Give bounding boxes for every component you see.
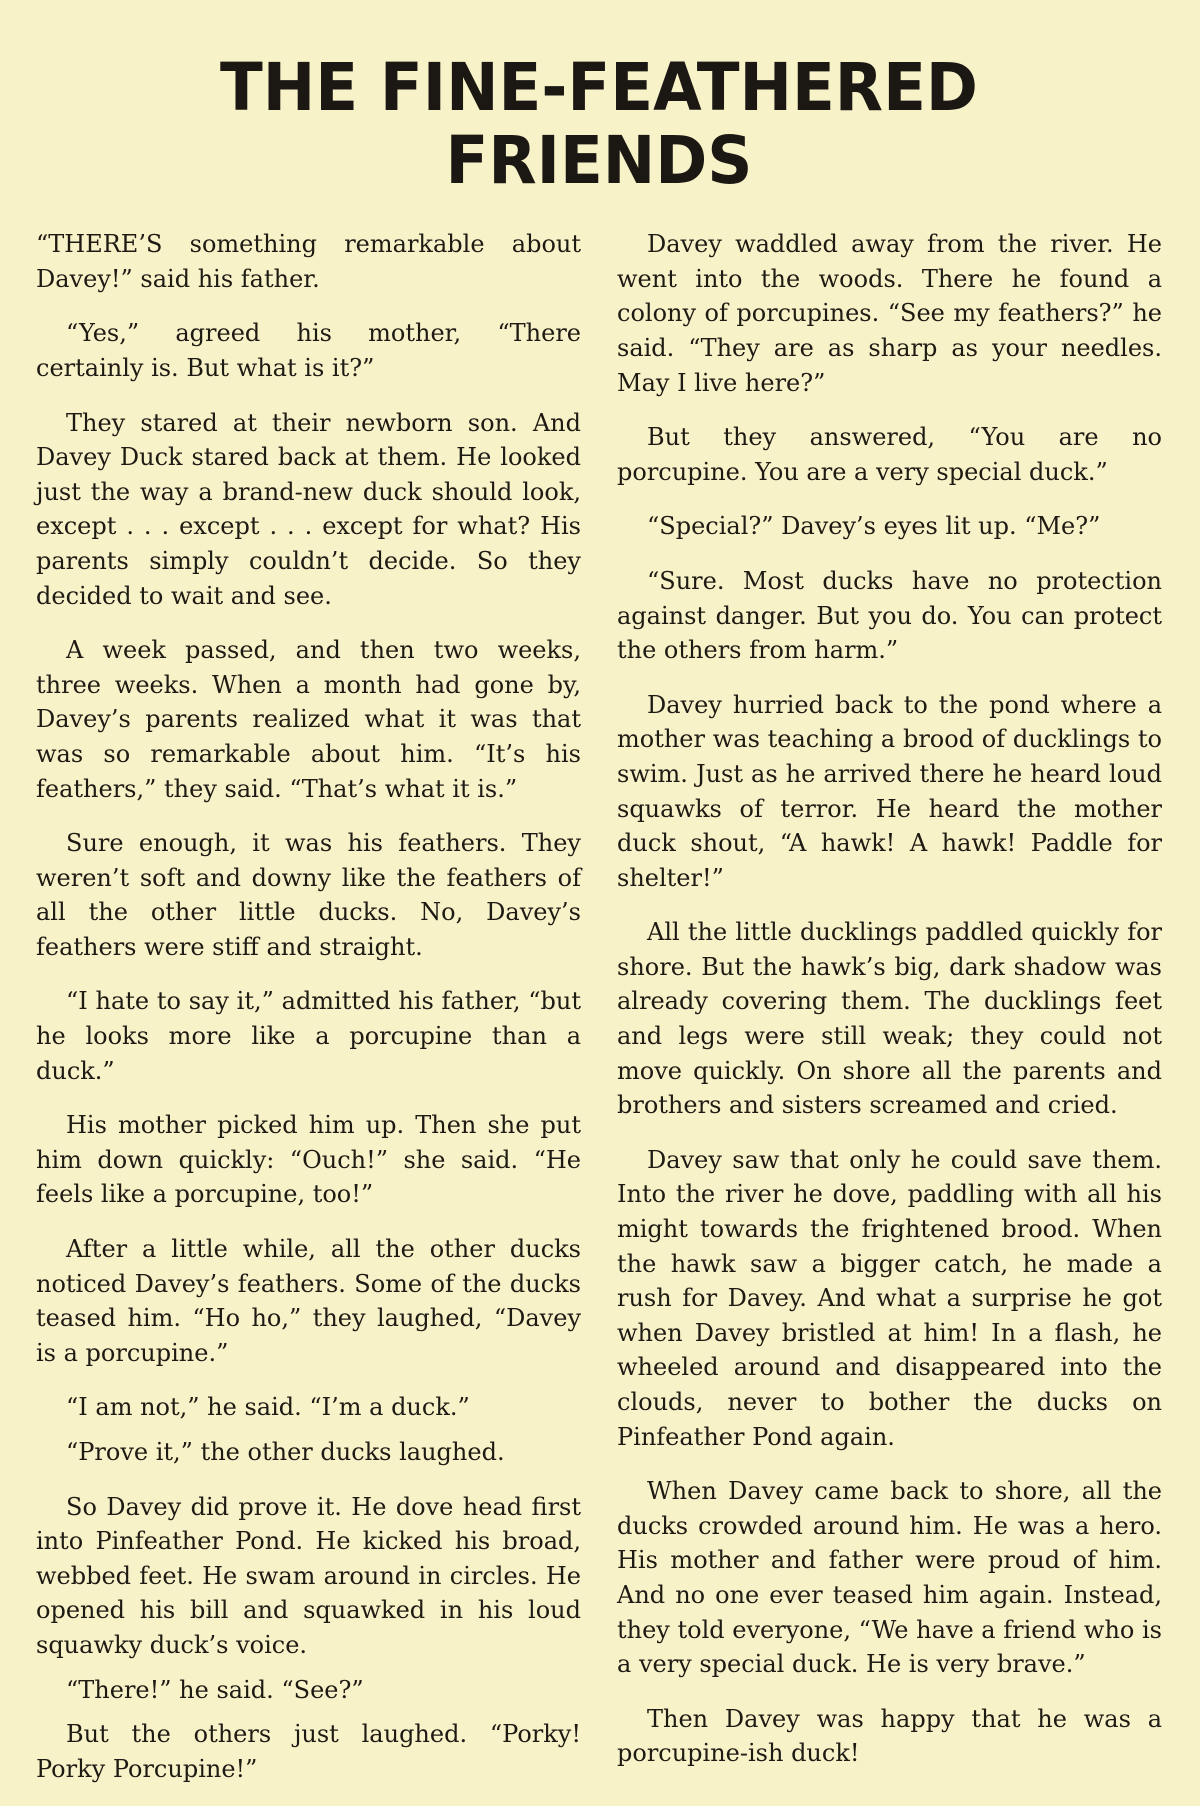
paragraph: “Prove it,” the other ducks laughed. — [66, 1438, 505, 1466]
paragraph: All the little ducklings paddled quickly for shore. But the hawk’s big, dark shadow was already covering them. The ducklings feet and legs were still weak; they could not move quickly. On shore all the parents and brothers and sisters screamed and cried. — [617, 918, 1162, 1120]
left-column — [36, 227, 581, 1806]
paragraph: Then Davey was happy that he was a porcupine-ish duck! — [617, 1704, 1162, 1768]
paragraph: “I hate to say it,” admitted his father, “but he looks more like a porcupine than a duck.” — [36, 987, 581, 1085]
paragraph: When Davey came back to shore, all the ducks crowded around him. He was a hero. His mother and father were proud of him. And no one ever teased him again. Instead, they told everyone, “We have a friend who is a very special duck. He is very brave.” — [617, 1477, 1162, 1679]
paragraph: “Yes,” agreed his mother, “There certainly is. But what is it?” — [36, 319, 581, 382]
paragraph: A week passed, and then two weeks, three weeks. When a month had gone by, Davey’s parents realized what it was that was so remarkable about him. “It’s his feathers,” they said. “That’s what it is.” — [36, 636, 581, 803]
paragraph: After a little while, all the other ducks noticed Davey’s feathers. Some of the ducks teased him. “Ho ho,” they laughed, “Davey is a porcupine.” — [36, 1235, 581, 1367]
paragraph: His mother picked him up. Then she put him down quickly: “Ouch!” she said. “He feels like a porcupine, too!” — [36, 1111, 581, 1209]
paragraph: “Special?” Davey’s eyes lit up. “Me?” — [647, 512, 1101, 541]
paragraph: But the others just laughed. “Porky! Porky Porcupine!” — [36, 1720, 581, 1783]
paragraph: Davey saw that only he could save them. Into the river he dove, paddling with all his might towards the frightened brood. When the hawk saw a bigger catch, he made a rush for Davey. And what a surprise he got when Davey bristled at him! In a flash, he wheeled around and disappeared into the clouds, never to bother the ducks on Pinfeather Pond again. — [617, 1145, 1162, 1451]
paragraph: Davey waddled away from the river. He went into the woods. There he found a colony of porcupines. “See my feathers?” he said. “They are as sharp as your needles. May I live here?” — [617, 230, 1162, 397]
story-title: THE FINE-FEATHERED FRIENDS — [220, 49, 978, 199]
story-columns — [36, 227, 1162, 1806]
paragraph: “I am not,” he said. “I’m a duck.” — [66, 1393, 470, 1422]
right-column — [617, 227, 1162, 1806]
paragraph: “Sure. Most ducks have no protection against danger. But you do. You can protect the others from harm.” — [617, 566, 1162, 665]
paragraph: “THERE’S something remarkable about Davey!” said his father. — [36, 230, 581, 293]
paragraph: “There!” he said. “See?” — [66, 1675, 364, 1704]
paragraph: They stared at their newborn son. And Davey Duck stared back at them. He looked just the way a brand-new duck should look, except . . . except . . . except for what? His parents simply couldn’t decide. So they decided to wait and see. — [36, 408, 581, 610]
paragraph: Sure enough, it was his feathers. They weren’t soft and downy like the feathers of all the other little ducks. No, Davey’s feathers were stiff and straight. — [36, 829, 581, 961]
paragraph: Davey hurried back to the pond where a mother was teaching a brood of ducklings to swim. Just as he arrived there he heard loud squawks of terror. He heard the mother duck shout, “A hawk! A hawk! Paddle for shelter!” — [617, 690, 1162, 892]
paragraph: So Davey did prove it. He dove head first into Pinfeather Pond. He kicked his broad, webbed feet. He swam around in circles. He opened his bill and squawked in his loud squawky duck’s voice. — [36, 1492, 581, 1659]
paragraph: But they answered, “You are no porcupine. You are a very special duck.” — [617, 423, 1162, 486]
